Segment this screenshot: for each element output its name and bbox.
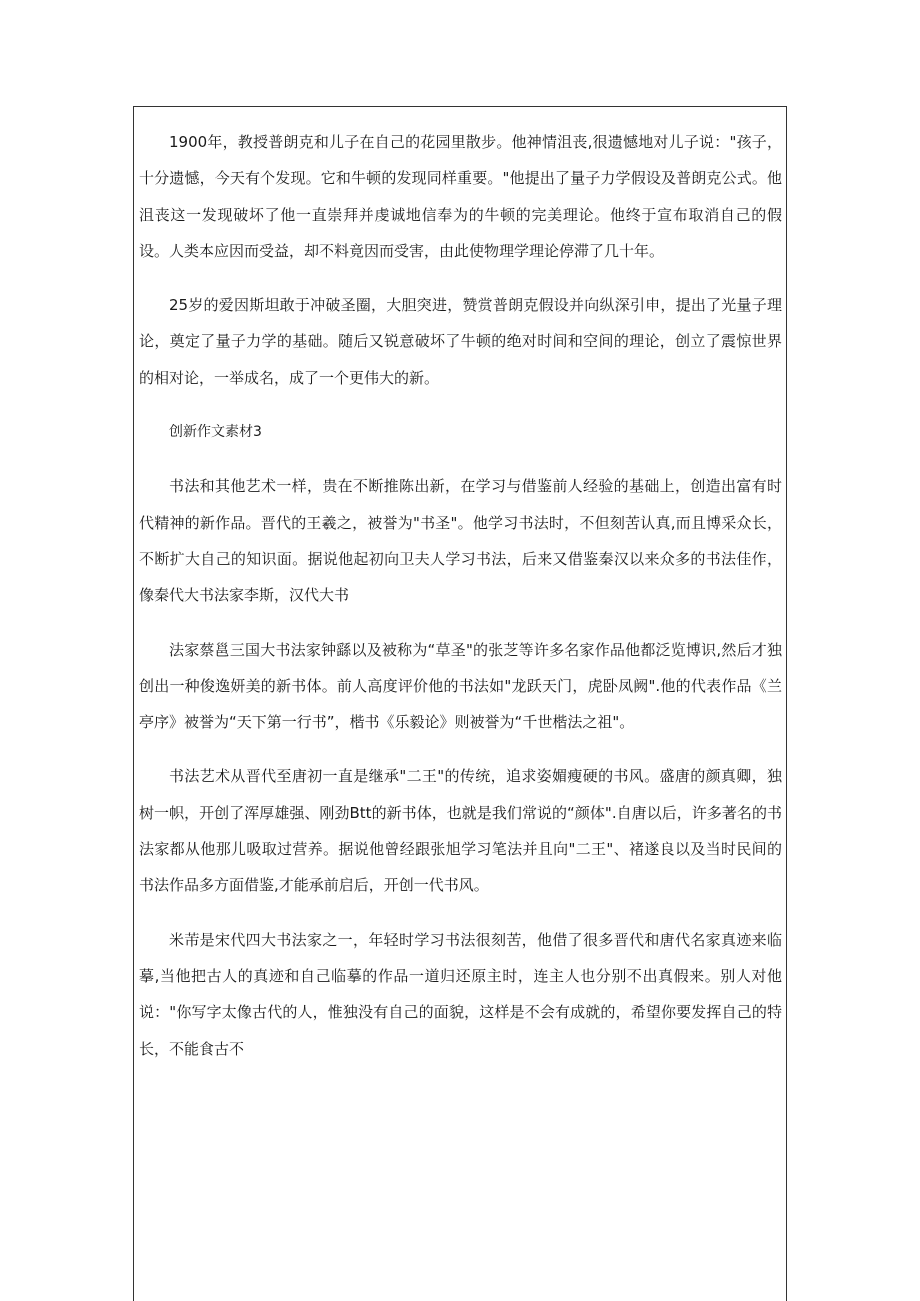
- paragraph-lanting: 法家蔡邕三国大书法家钟繇以及被称为“草圣"的张芝等许多名家作品他都泛览博识,然后才独创出一种俊逸妍美的新书体。前人高度评价他的书法如"龙跃天门，虎卧凤阙".他的代表作品《兰亭序》被誉为“天下第一行书”，楷书《乐毅论》则被誉为“千世楷法之祖"。: [139, 640, 782, 732]
- paragraph-mi-fu: 米芾是宋代四大书法家之一，年轻时学习书法很刻苦，他借了很多晋代和唐代名家真迹来临摹,当他把古人的真迹和自己临摹的作品一道归还原主时，连主人也分别不出真假来。别人对他说："你写字太像古代的人，惟独没有自己的面貌，这样是不会有成就的，希望你要发挥自己的特长，不能食古不: [139, 930, 782, 1058]
- paragraph-planck: 1900年，教授普朗克和儿子在自己的花园里散步。他神情沮丧,很遗憾地对儿子说："孩子，十分遗憾，今天有个发现。它和牛顿的发现同样重要。"他提出了量子力学假设及普朗克公式。他沮丧这一发现破坏了他一直崇拜并虔诚地信奉为的牛顿的完美理论。他终于宣布取消自己的假设。人类本应因而受益，却不料竟因而受害，由此使物理学理论停滞了几十年。: [139, 133, 782, 260]
- paragraph-einstein: 25岁的爱因斯坦敢于冲破圣圈，大胆突进，赞赏普朗克假设并向纵深引申，提出了光量子理论，奠定了量子力学的基础。随后又锐意破坏了牛顿的绝对时间和空间的理论，创立了震惊世界的相对论，一举成名，成了一个更伟大的新。: [139, 296, 782, 387]
- document-body: [139, 124, 782, 1085]
- section-heading: 创新作文素材3: [169, 424, 262, 441]
- paragraph-yan-zhenqing: 书法艺术从晋代至唐初一直是继承"二王"的传统，追求姿媚瘦硬的书风。盛唐的颜真卿，独树一帜，开创了浑厚雄强、刚劲Btt的新书体，也就是我们常说的“颜体".自唐以后，许多著名的书法家都从他那儿吸取过营养。据说他曾经跟张旭学习笔法并且向"二王"、褚遂良以及当时民间的书法作品多方面借鉴,才能承前启后，开创一代书风。: [139, 767, 782, 895]
- paragraph-wang-xizhi: 书法和其他艺术一样，贵在不断推陈出新，在学习与借鉴前人经验的基础上，创造出富有时代精神的新作品。晋代的王羲之，被誉为"书圣"。他学习书法时，不但刻苦认真,而且博采众长，不断扩大自己的知识面。据说他起初向卫夫人学习书法，后来又借鉴秦汉以来众多的书法佳作，像秦代大书法家李斯，汉代大书: [139, 477, 782, 605]
